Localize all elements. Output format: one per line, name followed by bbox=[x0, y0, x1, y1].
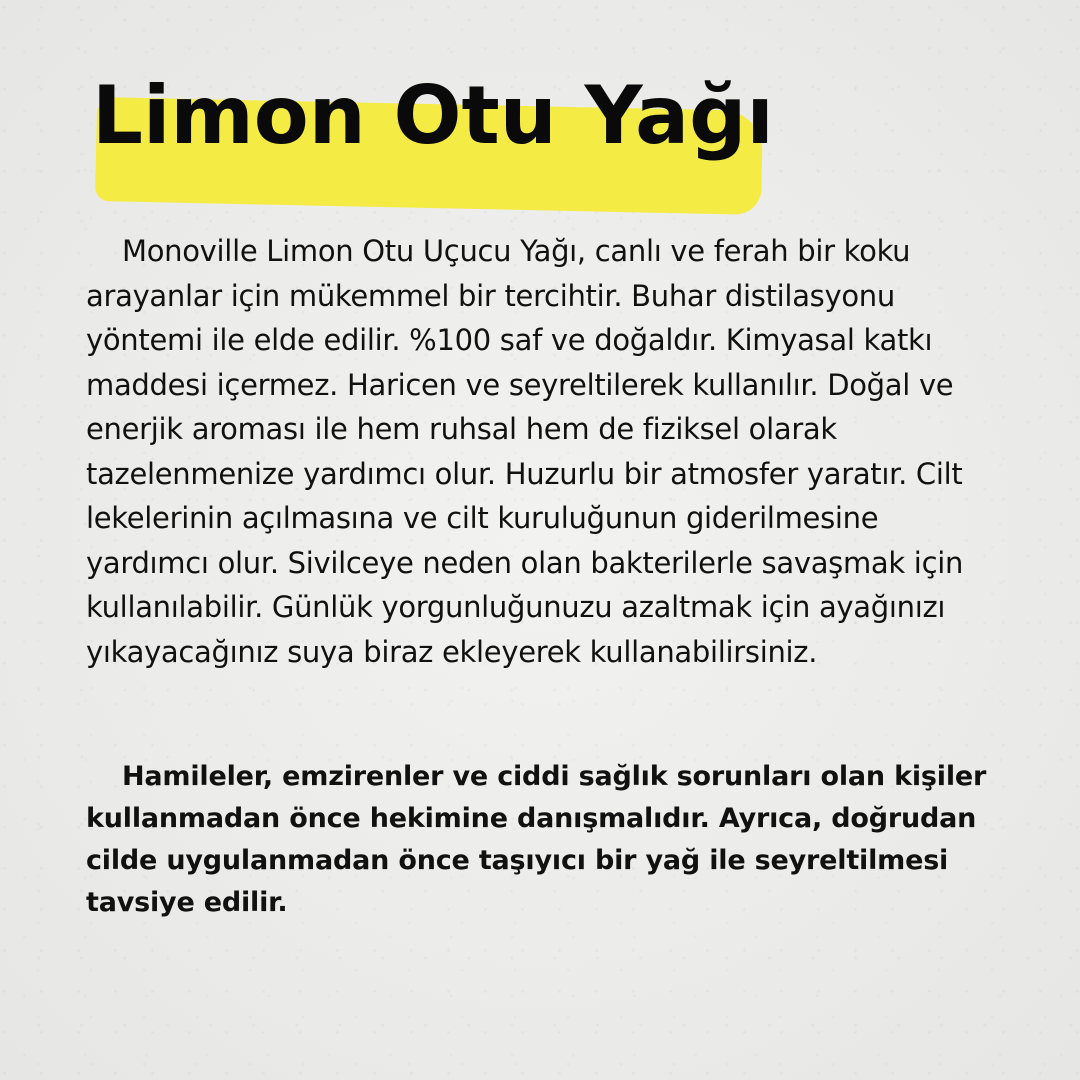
usage-warning: Hamileler, emzirenler ve ciddi sağlık sorunları olan kişiler kullanmadan önce hekimine danışmalıdır. Ayrıca, doğrudan cilde uygulanmadan önce taşıyıcı bir yağ ile seyreltilmesi tavsiye edilir. bbox=[86, 761, 987, 918]
page-title: Limon Otu Yağı bbox=[92, 69, 774, 162]
product-description: Monoville Limon Otu Uçucu Yağı, canlı ve ferah bir koku arayanlar için mükemmel bir tercihtir. Buhar distilasyonu yöntemi ile elde edilir. %100 saf ve doğaldır. Kimyasal katkı maddesi içermez. Haricen ve seyreltilerek kullanılır. Doğal ve enerjik aroması ile hem ruhsal hem de fiziksel olarak tazelenmenize yardımcı olur. Huzurlu bir atmosfer yaratır. Cilt lekelerinin açılmasına ve cilt kuruluğunun giderilmesine yardımcı olur. Sivilceye neden olan bakterilerle savaşmak için kullanılabilir. Günlük yorgunluğunuzu azaltmak için ayağınızı yıkayacağınız suya biraz ekleyerek kullanabilirsiniz. bbox=[86, 234, 964, 669]
